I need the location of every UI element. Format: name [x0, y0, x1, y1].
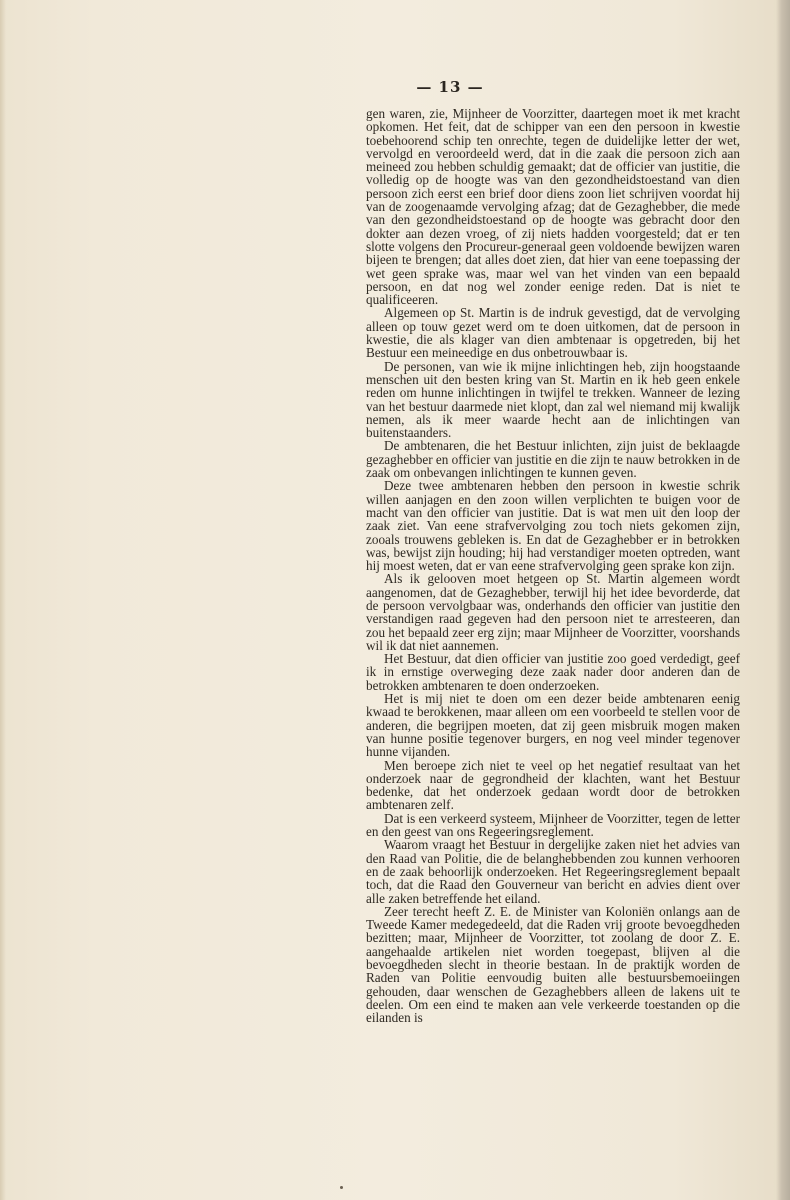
paragraph: Het Bestuur, dat dien officier van justitie zoo goed verdedigt, geef ik in ernstige overweging deze zaak nader door anderen dan de betrokken ambtenaren te doen onderzoeken.: [366, 651, 740, 693]
page-edge: [776, 0, 790, 1200]
paragraph: Zeer terecht heeft Z. E. de Minister van Koloniën onlangs aan de Tweede Kamer medegedeeld, dat die Raden vrij groote bevoegdheden bezitten; maar, Mijnheer de Voorzitter, tot zoolang de door Z. E. aangehaalde artikelen niet worden toegepast, blijven al die bevoegdheden slecht in theorie bestaan. In de praktijk worden de Raden van Politie eenvoudig buiten alle bestuursbemoeiingen gehouden, daar wenschen de Gezaghebbers alleen de lakens uit te deelen. Om een eind te maken aan vele verkeerde toestanden op die eilanden is: [366, 903, 740, 1026]
paragraph: De ambtenaren, die het Bestuur inlichten, zijn juist de beklaagde gezaghebber en officier van justitie en die zijn te nauw betrokken in de zaak om onbevangen inlichtingen te kunnen geven.: [366, 438, 740, 481]
body-text: [366, 107, 740, 1024]
paragraph: Dat is een verkeerd systeem, Mijnheer de Voorzitter, tegen de letter en den geest van ons Regeeringsreglement.: [366, 810, 740, 840]
paragraph: De personen, van wie ik mijne inlichtingen heb, zijn hoogstaande menschen uit den besten kring van St. Martin en ik heb geen enkele reden om hunne inlichtingen in twijfel te trekken. Wanneer de lezing van het bestuur daarmede niet klopt, dan zal wel niemand mij kwalijk nemen, als ik meer waarde hecht aan de inlichtingen van buitenstaanders.: [366, 358, 740, 441]
paragraph: Men beroepe zich niet te veel op het negatief resultaat van het onderzoek naar de gegrondheid der klachten, want het Bestuur bedenke, dat het onderzoek gedaan wordt door de betrokken ambtenaren zelf.: [366, 757, 740, 813]
paragraph: Algemeen op St. Martin is de indruk gevestigd, dat de vervolging alleen op touw gezet werd om te doen uitkomen, dat de persoon in kwestie, die als klager van dien ambtenaar is opgetreden, bij het Bestuur een meineedige en dus onbetrouwbaar is.: [366, 305, 740, 361]
paragraph: Waarom vraagt het Bestuur in dergelijke zaken niet het advies van den Raad van Politie, die de belanghebbenden zou kunnen verhooren en de zaak behoorlijk onderzoeken. Het Regeeringsreglement bepaalt toch, dat die Raad den Gouverneur van bericht en advies dient over alle zaken betreffende het eiland.: [366, 837, 740, 906]
paragraph: Het is mij niet te doen om een dezer beide ambtenaren eenig kwaad te berokkenen, maar alleen om een voorbeeld te stellen voor de anderen, die begrijpen moeten, dat zij geen misbruik mogen maken van hunne positie tegenover burgers, en nog veel minder tegenover hunne vijanden.: [366, 691, 740, 760]
paragraph: Deze twee ambtenaren hebben den persoon in kwestie schrik willen aanjagen en den zoon willen verplichten te buigen voor de macht van den officier van justitie. Dat is wat men uit den loop der zaak ziet. Van eene strafvervolging zou toch niets gekomen zijn, zooals trouwens gebleken is. En dat de Gezaghebber er in betrokken was, bewijst zijn houding; hij had verstandiger moeten optreden, want hij moest weten, dat er van eene strafvervolging geen sprake kon zijn.: [366, 478, 740, 574]
paper-speck: [340, 1186, 343, 1189]
paragraph: gen waren, zie, Mijnheer de Voorzitter, daartegen moet ik met kracht opkomen. Het feit, dat de schipper van een den persoon in kwestie toebehoorend schip ten onrechte, tegen de duidelijke letter der wet, vervolgd en veroordeeld werd, dat in die zaak die persoon zich aan meineed zou hebben schuldig gemaakt; dat de officier van justitie, die volledig op de hoogte was van den gezondheidstoestand van dien persoon zich eerst een brief door diens zoon liet schrijven voordat hij van de zoogenaamde vervolging afzag; dat de Gezaghebber, die mede van den gezondheidstoestand op de hoogte was gebracht door den dokter aan dezen vroeg, of zij niets hadden voorgesteld; dat er ten slotte volgens den Procureur-generaal geen voldoende bewijzen waren bijeen te brengen; dat alles doet zien, dat hier van eene toepassing der wet geen sprake was, maar wel van het vinden van een bepaald persoon, en dat nog wel zonder eenige reden. Dat is niet te qualificeeren.: [366, 106, 740, 308]
spine-shadow: [0, 0, 6, 1200]
paragraph: Als ik gelooven moet hetgeen op St. Martin algemeen wordt aangenomen, dat de Gezaghebber, terwijl hij het idee bevorderde, dat de persoon vervolgbaar was, onderhands den officier van justitie den verstandigen raad gegeven had den persoon niet te arresteeren, dan zou het bepaald zeer erg zijn; maar Mijnheer de Voorzitter, voorshands wil ik dat niet aannemen.: [366, 571, 740, 653]
page-number: — 13 —: [416, 78, 484, 96]
